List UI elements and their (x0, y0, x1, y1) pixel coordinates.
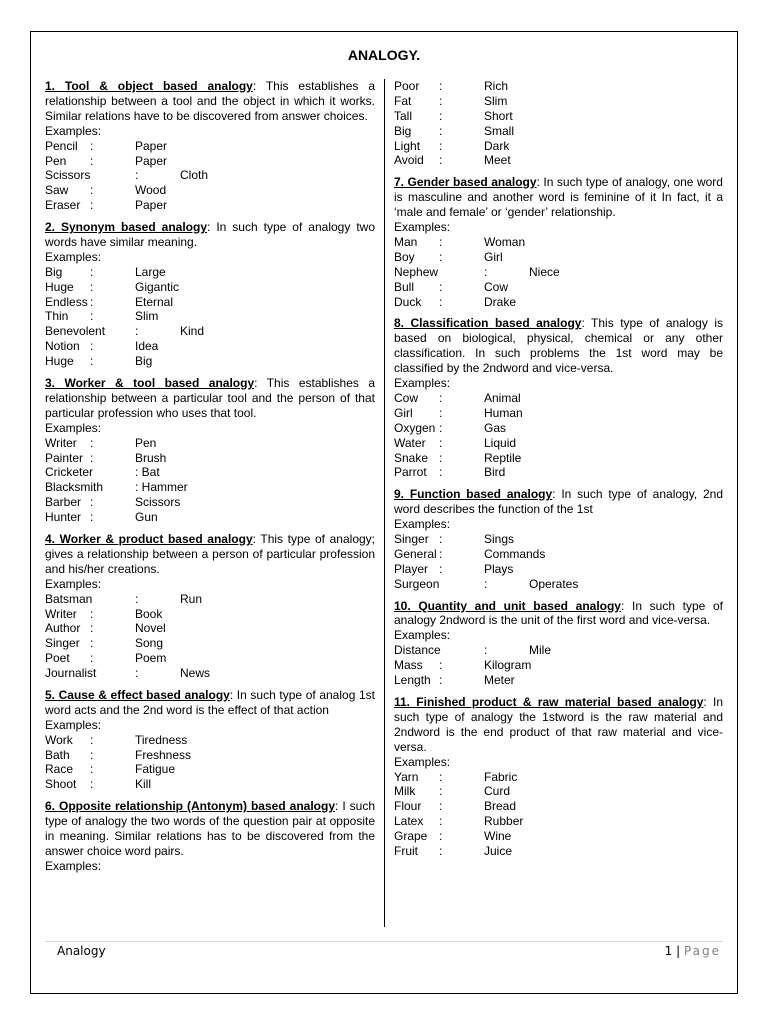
pair-separator: : (439, 435, 443, 450)
pair-separator: : (90, 264, 94, 279)
pair-first-word: General (394, 546, 437, 561)
example-pair (394, 250, 723, 265)
pair-separator: : (90, 606, 94, 621)
pair-separator: : (439, 405, 443, 420)
analogy-section (394, 316, 723, 480)
example-pair (394, 79, 723, 94)
section-description: : I such type of analogy the two words of the question pair at opposite in meaning. Similar relations has to be discovered from the answer choice word pairs. (45, 799, 375, 858)
example-pair (394, 139, 723, 154)
section-intro (394, 316, 723, 376)
example-pair (394, 532, 723, 547)
section-heading: 2. Synonym based analogy (45, 220, 207, 235)
analogy-section (45, 79, 375, 213)
pair-second-word: Meter (484, 673, 515, 688)
pair-second-word: Dark (484, 138, 510, 153)
pair-first-word: Surgeon (394, 576, 440, 591)
pair-separator: : (439, 138, 443, 153)
pair-separator: : (484, 643, 488, 658)
pair-first-word: Cricketer (45, 465, 94, 480)
pair-separator: : (439, 390, 443, 405)
pair-first-word: Notion (45, 339, 80, 354)
pair-separator: : (90, 309, 94, 324)
example-pair (394, 265, 723, 280)
pair-first-word: Snake (394, 450, 429, 465)
pair-first-word: Tall (394, 108, 413, 123)
section-intro (394, 695, 723, 755)
analogy-section (394, 599, 723, 688)
examples-label: Examples: (45, 420, 102, 435)
pair-second-word: Tiredness (135, 732, 188, 747)
pair-first-word: Flour (394, 799, 422, 814)
pair-second-word: Woman (484, 234, 526, 249)
section-heading: 4. Worker & product based analogy (45, 532, 253, 546)
pair-first-word: Big (45, 264, 63, 279)
pair-first-word: Hunter (45, 510, 82, 525)
section-description: : This establishes a relationship between a particular tool and the person of that particular profession who uses that tool. (45, 376, 375, 420)
pair-first-word: Shoot (45, 777, 77, 792)
example-pair (394, 643, 723, 658)
analogy-section (45, 376, 375, 525)
pair-second-word: Poem (135, 651, 167, 666)
pair-first-word: Writer (45, 606, 77, 621)
example-pair (45, 762, 375, 777)
pair-second-word: Cloth (180, 168, 209, 183)
section-description: : This type of analogy is based on biological, physical, chemical or any other classification. In such problems the 1st word may be classified by the 2ndword and vice-versa. (394, 316, 723, 376)
example-pair (394, 829, 723, 844)
example-pair (394, 280, 723, 295)
pair-second-word: Slim (484, 93, 508, 108)
example-pair (394, 547, 723, 562)
pair-first-word: Singer (394, 532, 429, 547)
pair-separator: : (90, 651, 94, 666)
pair-second-word: Rich (484, 79, 509, 93)
example-pair (394, 562, 723, 577)
pair-second-word: Slim (135, 309, 159, 324)
pair-separator: : (90, 153, 94, 168)
section-heading: 9. Function based analogy (394, 487, 553, 502)
section-intro (45, 220, 375, 250)
section-intro (45, 799, 375, 859)
example-pair (394, 295, 723, 310)
pair-first-word: Pencil (45, 138, 78, 153)
example-pair (45, 495, 375, 510)
section-intro (394, 175, 723, 220)
pair-second-word: Operates (529, 576, 579, 591)
examples-label: Examples: (45, 576, 102, 591)
pair-separator: : (90, 762, 94, 777)
pair-separator: : (90, 198, 94, 213)
pair-separator: : (90, 510, 94, 525)
pair-first-word: Bath (45, 747, 70, 762)
pair-separator: : (439, 658, 443, 673)
section-intro (45, 532, 375, 577)
pair-separator: : (90, 138, 94, 153)
example-pair (45, 510, 375, 525)
pair-separator: : (90, 354, 94, 369)
pair-first-word: Player (394, 561, 429, 576)
section-heading: 5. Cause & effect based analogy (45, 687, 230, 702)
pair-second-word: Song (135, 636, 164, 651)
pair-second-word: News (180, 666, 211, 681)
pair-second-word: Wood (135, 183, 167, 198)
example-pair (45, 592, 375, 607)
footer-rule (45, 941, 723, 942)
section-intro (45, 688, 375, 718)
pair-first-word: Blacksmith (45, 480, 104, 495)
section-heading: 7. Gender based analogy (394, 175, 537, 190)
example-pair (45, 748, 375, 763)
pair-first-word: Fat (394, 93, 412, 108)
pair-second-word: Paper (135, 138, 168, 153)
pair-first-word: Distance (394, 643, 441, 658)
pair-second-word: Sings (484, 532, 515, 547)
pair-separator: : (90, 777, 94, 792)
pair-second-word: Gun (135, 510, 158, 525)
examples-label: Examples: (394, 517, 451, 532)
footer-doc-name: Analogy (57, 944, 106, 958)
pair-separator: : (439, 79, 443, 93)
example-pair (45, 324, 375, 339)
pair-separator: : (439, 546, 443, 561)
section-intro (45, 376, 375, 421)
example-pair (45, 198, 375, 213)
pair-first-word: Huge (45, 279, 74, 294)
section-heading: 10. Quantity and unit based analogy (394, 598, 621, 613)
analogy-section (394, 695, 723, 859)
pair-separator: : (439, 234, 443, 249)
section-intro (45, 79, 375, 124)
pair-second-word: Plays (484, 561, 514, 576)
pair-first-word: Latex (394, 814, 424, 829)
section-description: : In such type of analogy the 1stword is the raw material and 2ndword is the end product of that raw material and vice-versa. (394, 694, 723, 754)
pair-first-word: Light (394, 138, 421, 153)
pair-separator: : (90, 435, 94, 450)
pair-second-word: Fatigue (135, 762, 176, 777)
example-pair (45, 777, 375, 792)
example-pair (45, 295, 375, 310)
footer-page-info (665, 944, 721, 958)
section-intro (394, 487, 723, 517)
pair-separator: : (90, 183, 94, 198)
pair-second-word: Cow (484, 279, 509, 294)
analogy-section (45, 532, 375, 681)
example-pair (45, 465, 375, 480)
pair-first-word: Nephew (394, 264, 439, 279)
pair-first-word: Pen (45, 153, 67, 168)
example-pair (394, 844, 723, 859)
pair-separator: : (90, 495, 94, 510)
pair-second-word: Paper (135, 153, 168, 168)
pair-second-word: Scissors (135, 495, 181, 510)
right-column (394, 79, 723, 866)
pair-second-word: Girl (484, 249, 503, 264)
pair-first-word: Poor (394, 79, 420, 93)
example-pair (394, 451, 723, 466)
section-description: : In such type of analogy, one word is masculine and another word is feminine of it In fact, it a ‘male and female’ or ‘gender’ relationship. (394, 175, 723, 220)
pair-first-word: Author (45, 621, 81, 636)
examples-label: Examples: (45, 717, 102, 732)
pair-second-word: Bread (484, 799, 517, 814)
pair-first-word: Parrot (394, 465, 427, 480)
pair-separator: : (439, 673, 443, 688)
section-description: : In such type of analogy two words have similar meaning. (45, 220, 375, 249)
pair-second-word: Liquid (484, 435, 517, 450)
pair-separator: : (484, 576, 488, 591)
pair-separator: : (90, 621, 94, 636)
example-pair (45, 280, 375, 295)
pair-separator: : (439, 108, 443, 123)
example-pair (45, 733, 375, 748)
pair-separator: : (439, 843, 443, 858)
example-pair (394, 799, 723, 814)
pair-separator: : (135, 168, 139, 183)
pair-second-word: Curd (484, 784, 511, 799)
pair-second-word: : Hammer (135, 480, 188, 495)
pair-separator: : (90, 636, 94, 651)
pair-first-word: Fruit (394, 843, 418, 858)
pair-separator: : (90, 294, 94, 309)
pair-first-word: Yarn (394, 769, 419, 784)
example-pair (394, 153, 723, 168)
example-pair (394, 406, 723, 421)
pair-second-word: Novel (135, 621, 166, 636)
example-pair (45, 636, 375, 651)
pair-separator: : (439, 769, 443, 784)
pair-first-word: Oxygen (394, 420, 436, 435)
pair-first-word: Length (394, 673, 431, 688)
pair-second-word: Short (484, 108, 513, 123)
examples-label: Examples: (394, 376, 451, 391)
pair-first-word: Endless (45, 294, 88, 309)
example-pair (45, 666, 375, 681)
section-heading: 8. Classification based analogy (394, 316, 582, 331)
section-intro (394, 599, 723, 629)
pair-first-word: Mass (394, 658, 423, 673)
pair-separator: : (135, 324, 139, 339)
section-description: : In such type of analog 1st word acts and the 2nd word is the effect of that action (45, 687, 375, 717)
analogy-section (394, 175, 723, 309)
section-heading: 6. Opposite relationship (Antonym) based analogy (45, 799, 335, 814)
pair-second-word: Bird (484, 465, 506, 480)
section-description: : This establishes a relationship between a tool and the object in which it works. Similar relations have to be discovered from answer choices. (45, 79, 375, 123)
example-pair (394, 109, 723, 124)
pair-first-word: Man (394, 234, 418, 249)
pair-second-word: Niece (529, 264, 560, 279)
pair-separator: : (439, 450, 443, 465)
pair-second-word: Reptile (484, 450, 522, 465)
pair-second-word: Big (135, 354, 153, 369)
examples-label: Examples: (45, 249, 102, 264)
pair-separator: : (90, 450, 94, 465)
pair-separator: : (439, 420, 443, 435)
example-pair (394, 235, 723, 250)
examples-label: Examples: (45, 858, 102, 873)
pair-first-word: Avoid (394, 153, 424, 168)
example-pair (394, 784, 723, 799)
pair-second-word: Brush (135, 450, 167, 465)
pair-first-word: Singer (45, 636, 80, 651)
pair-second-word: Small (484, 123, 515, 138)
pair-separator: : (439, 561, 443, 576)
pair-first-word: Poet (45, 651, 70, 666)
pair-separator: : (439, 799, 443, 814)
section-description: : In such type of analogy 2ndword is the unit of the first word and vice-versa. (394, 598, 724, 628)
examples-label: Examples: (394, 754, 451, 769)
pair-first-word: Duck (394, 294, 422, 309)
pair-first-word: Bull (394, 279, 415, 294)
section-heading: 1. Tool & object based analogy (45, 79, 253, 93)
example-pair (45, 139, 375, 154)
page-separator: | (672, 944, 684, 958)
pair-second-word: Kilogram (484, 658, 532, 673)
example-pair (394, 436, 723, 451)
pair-first-word: Girl (394, 405, 413, 420)
pair-first-word: Barber (45, 495, 82, 510)
examples-label: Examples: (394, 628, 451, 643)
analogy-section (394, 487, 723, 591)
pair-first-word: Scissors (45, 168, 91, 183)
page-title: ANALOGY. (347, 47, 421, 63)
example-pair (45, 354, 375, 369)
pair-second-word: Juice (484, 843, 513, 858)
pair-first-word: Big (394, 123, 412, 138)
example-pair (394, 94, 723, 109)
examples-label: Examples: (394, 220, 451, 235)
page-label: Page (683, 944, 721, 958)
example-pair (45, 154, 375, 169)
pair-first-word: Work (45, 732, 73, 747)
pair-separator: : (439, 532, 443, 547)
pair-second-word: Pen (135, 435, 157, 450)
example-pair (45, 168, 375, 183)
pair-first-word: Boy (394, 249, 415, 264)
example-pair (45, 265, 375, 280)
pair-first-word: Saw (45, 183, 69, 198)
pair-separator: : (484, 264, 488, 279)
pair-second-word: Large (135, 264, 166, 279)
pair-second-word: Paper (135, 198, 168, 213)
example-pair (394, 465, 723, 480)
pair-first-word: Milk (394, 784, 416, 799)
example-pair (45, 309, 375, 324)
pair-second-word: Freshness (135, 747, 192, 762)
pair-separator: : (135, 591, 139, 606)
pair-second-word: Eternal (135, 294, 174, 309)
example-pair (394, 673, 723, 688)
pair-first-word: Journalist (45, 666, 97, 681)
pair-second-word: Gigantic (135, 279, 180, 294)
pair-second-word: Idea (135, 339, 159, 354)
pair-separator: : (439, 294, 443, 309)
pair-first-word: Thin (45, 309, 69, 324)
example-pair (45, 621, 375, 636)
pair-second-word: Kill (135, 777, 152, 792)
pair-separator: : (439, 279, 443, 294)
pair-separator: : (90, 279, 94, 294)
section-description: : This type of analogy; gives a relationship between a person of particular profession and his/her creations. (45, 532, 375, 576)
example-pair (45, 480, 375, 495)
pair-separator: : (439, 153, 443, 168)
pair-separator: : (439, 123, 443, 138)
section-heading: 11. Finished product & raw material based analogy (394, 694, 704, 709)
section-description: : In such type of analogy, 2nd word describes the function of the 1st (394, 487, 723, 517)
example-pair (394, 577, 723, 592)
section-heading: 3. Worker & tool based analogy (45, 376, 255, 391)
pair-second-word: : Bat (135, 465, 160, 480)
pair-separator: : (90, 747, 94, 762)
example-pair (394, 658, 723, 673)
pair-separator: : (439, 829, 443, 844)
pair-second-word: Commands (484, 546, 546, 561)
pair-second-word: Drake (484, 294, 517, 309)
example-pair (394, 421, 723, 436)
pair-first-word: Cow (394, 390, 419, 405)
example-pair (45, 339, 375, 354)
pair-first-word: Eraser (45, 198, 81, 213)
pair-first-word: Writer (45, 435, 77, 450)
example-pair (394, 391, 723, 406)
pair-first-word: Batsman (45, 591, 93, 606)
pair-second-word: Fabric (484, 769, 518, 784)
pair-second-word: Book (135, 606, 163, 621)
example-pair (394, 770, 723, 785)
pair-separator: : (439, 249, 443, 264)
pair-second-word: Rubber (484, 814, 524, 829)
left-column (45, 79, 375, 881)
example-pair (394, 814, 723, 829)
analogy-section (45, 688, 375, 792)
example-pair (45, 451, 375, 466)
pair-separator: : (90, 732, 94, 747)
example-pair (394, 124, 723, 139)
example-pair (45, 651, 375, 666)
pair-second-word: Kind (180, 324, 205, 339)
pair-second-word: Run (180, 591, 203, 606)
page-number: 1 (664, 944, 673, 958)
pair-first-word: Benevolent (45, 324, 106, 339)
pair-separator: : (439, 465, 443, 480)
pair-separator: : (439, 814, 443, 829)
pair-first-word: Water (394, 435, 426, 450)
pair-second-word: Gas (484, 420, 507, 435)
examples-label: Examples: (45, 123, 102, 138)
pair-second-word: Human (484, 405, 523, 420)
column-divider (384, 79, 385, 927)
example-pair (45, 607, 375, 622)
example-pair (45, 183, 375, 198)
pair-separator: : (135, 666, 139, 681)
pair-second-word: Mile (529, 643, 552, 658)
analogy-section (45, 220, 375, 369)
pair-first-word: Grape (394, 829, 428, 844)
pair-first-word: Huge (45, 354, 74, 369)
pair-separator: : (90, 339, 94, 354)
pair-separator: : (439, 784, 443, 799)
pair-first-word: Race (45, 762, 74, 777)
analogy-section (45, 799, 375, 874)
pair-second-word: Meet (484, 153, 511, 168)
pair-separator: : (439, 93, 443, 108)
analogy-section (394, 79, 723, 168)
pair-second-word: Animal (484, 390, 521, 405)
pair-second-word: Wine (484, 829, 512, 844)
example-pair (45, 436, 375, 451)
pair-first-word: Painter (45, 450, 84, 465)
